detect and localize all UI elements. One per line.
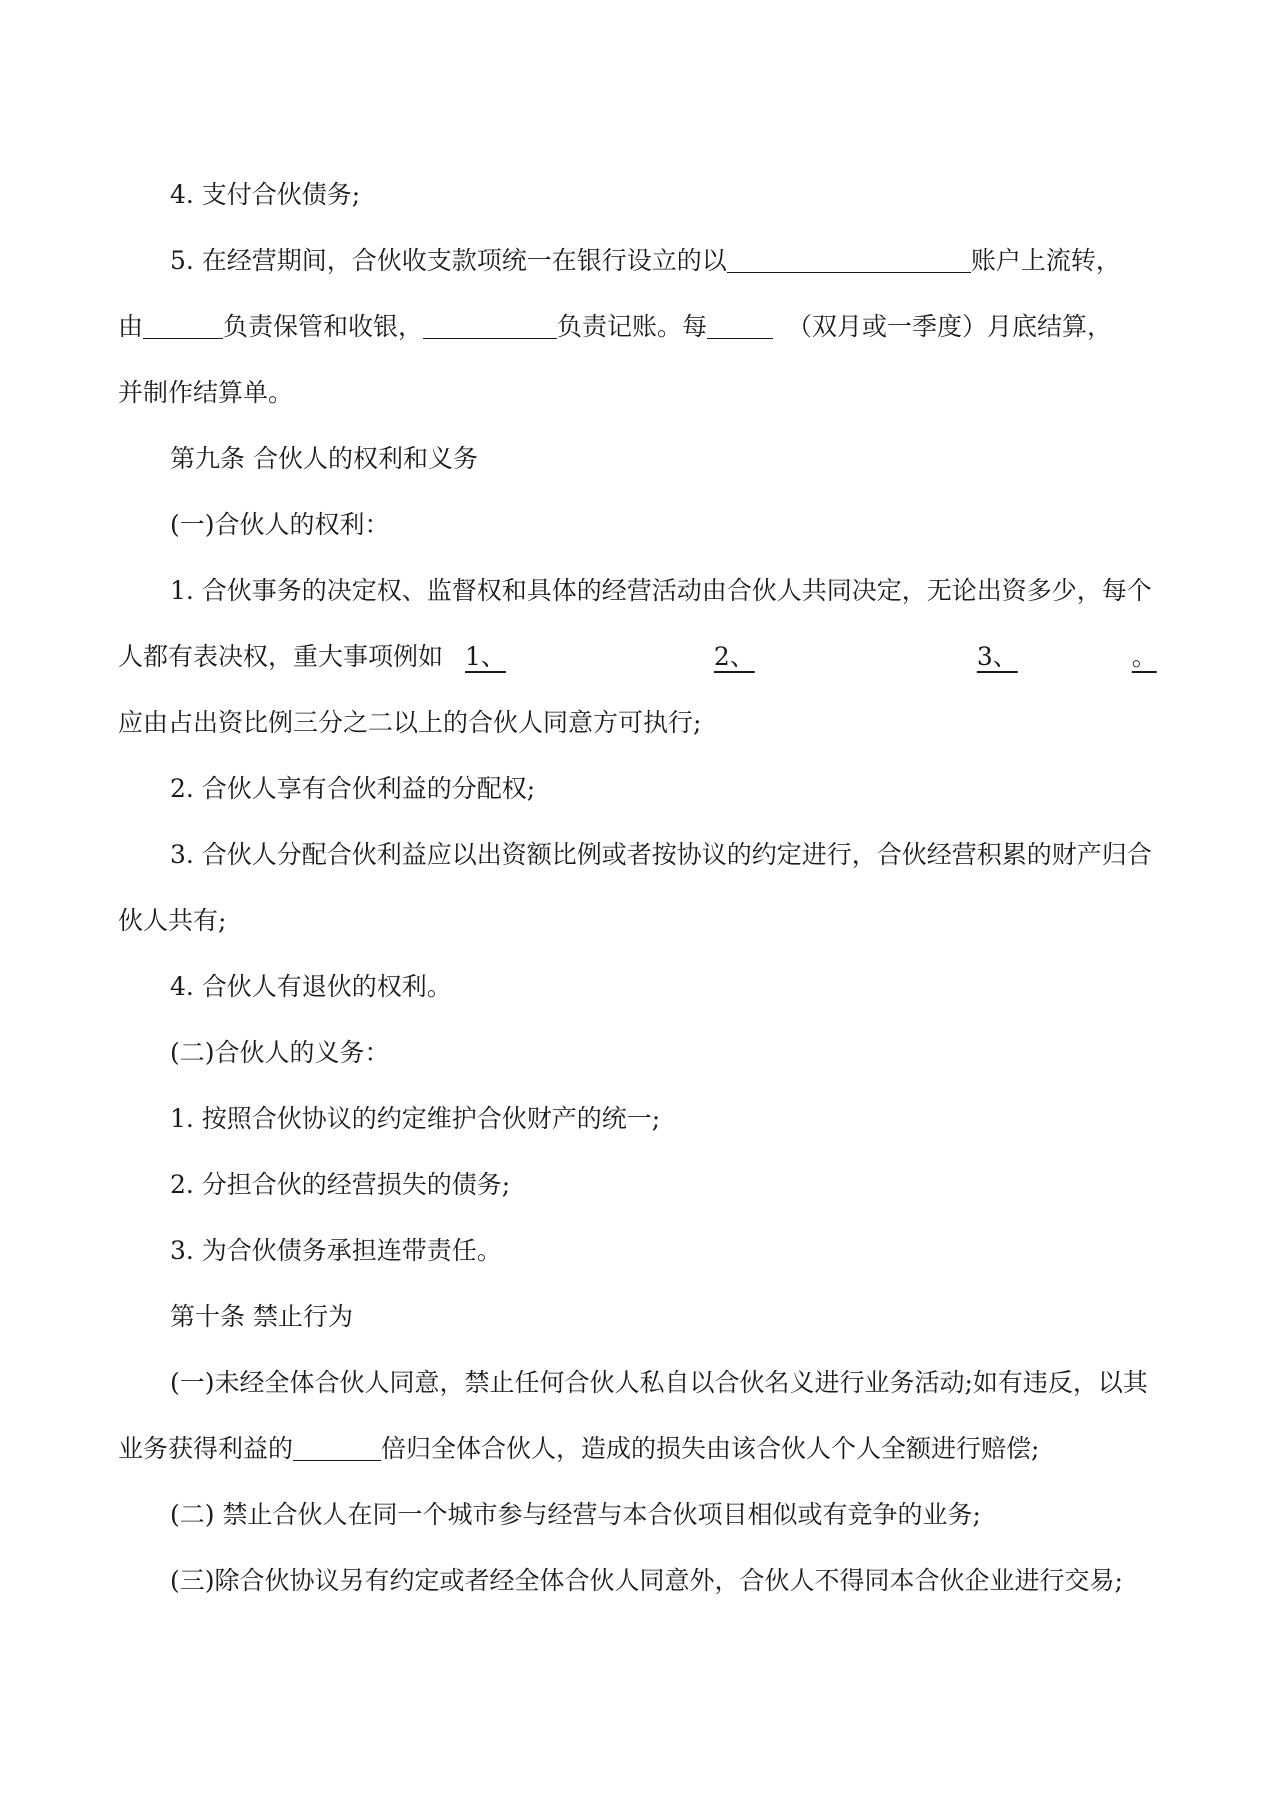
prohibition-item-3: (三)除合伙协议另有约定或者经全体合伙人同意外，合伙人不得同本合伙企业进行交易; <box>170 1566 1123 1595</box>
clause-item-pay-debts: 4. 支付合伙债务; <box>170 180 361 209</box>
account-text-end: 账户上流转， <box>970 246 1121 275</box>
benefit-text: 业务获得利益的 <box>118 1434 294 1463</box>
article-10-heading: 第十条 禁止行为 <box>170 1302 353 1331</box>
account-name-blank <box>727 246 971 273</box>
custodian-text: 负责保管和收银， <box>223 312 424 341</box>
rights-item-3-cont: 伙人共有; <box>118 906 227 935</box>
duties-item-1: 1. 按照合伙协议的约定维护合伙财产的统一; <box>170 1104 661 1133</box>
account-by-text: 由 <box>118 312 144 341</box>
benefit-text-end: 倍归全体合伙人，造成的损失由该合伙人个人全额进行赔偿; <box>381 1434 1040 1463</box>
prohibition-item-1: (一)未经全体合伙人同意，禁止任何合伙人私自以合伙名义进行业务活动;如有违反，以其 <box>170 1368 1148 1397</box>
clause-item-account-cont <box>118 294 1178 360</box>
settlement-period-blank <box>707 312 773 339</box>
prohibition-item-2: (二) 禁止合伙人在同一个城市参与经营与本合伙项目相似或有竞争的业务; <box>170 1500 981 1529</box>
rights-item-4: 4. 合伙人有退伙的权利。 <box>170 972 452 1001</box>
section-rights-heading: (一)合伙人的权利： <box>170 510 390 539</box>
rights-item-1: 1. 合伙事务的决定权、监督权和具体的经营活动由合伙人共同决定，无论出资多少，每个 <box>170 576 1152 605</box>
multiple-blank <box>293 1434 381 1461</box>
duties-item-2: 2. 分担合伙的经营损失的债务; <box>170 1170 511 1199</box>
clause-item-account <box>118 228 1178 294</box>
section-duties-heading: (二)合伙人的义务： <box>170 1038 390 1067</box>
article-9-heading: 第九条 合伙人的权利和义务 <box>170 444 478 473</box>
rights-item-1-end: 应由占出资比例三分之二以上的合伙人同意方可执行; <box>118 708 702 737</box>
rights-item-3: 3. 合伙人分配合伙利益应以出资额比例或者按协议的约定进行，合伙经营积累的财产归合 <box>170 840 1152 869</box>
duties-item-3: 3. 为合伙债务承担连带责任。 <box>170 1236 502 1265</box>
account-text: 5. 在经营期间，合伙收支款项统一在银行设立的以 <box>170 246 727 275</box>
rights-item-2: 2. 合伙人享有合伙利益的分配权; <box>170 774 536 803</box>
major-matters-blank: 1、 2、 3、 。 <box>465 642 1157 671</box>
clause-item-account-end: 并制作结算单。 <box>118 378 294 407</box>
major-matters-text: 人都有表决权，重大事项例如 <box>118 642 444 671</box>
custodian-blank <box>143 312 223 339</box>
bookkeeper-text: 负责记账。每 <box>557 312 708 341</box>
rights-item-1-cont <box>118 624 1178 690</box>
settlement-text: （双月或一季度）月底结算， <box>787 312 1113 341</box>
bookkeeper-blank <box>423 312 557 339</box>
prohibition-item-1-cont <box>118 1416 1178 1482</box>
document-page <box>118 162 1178 1614</box>
